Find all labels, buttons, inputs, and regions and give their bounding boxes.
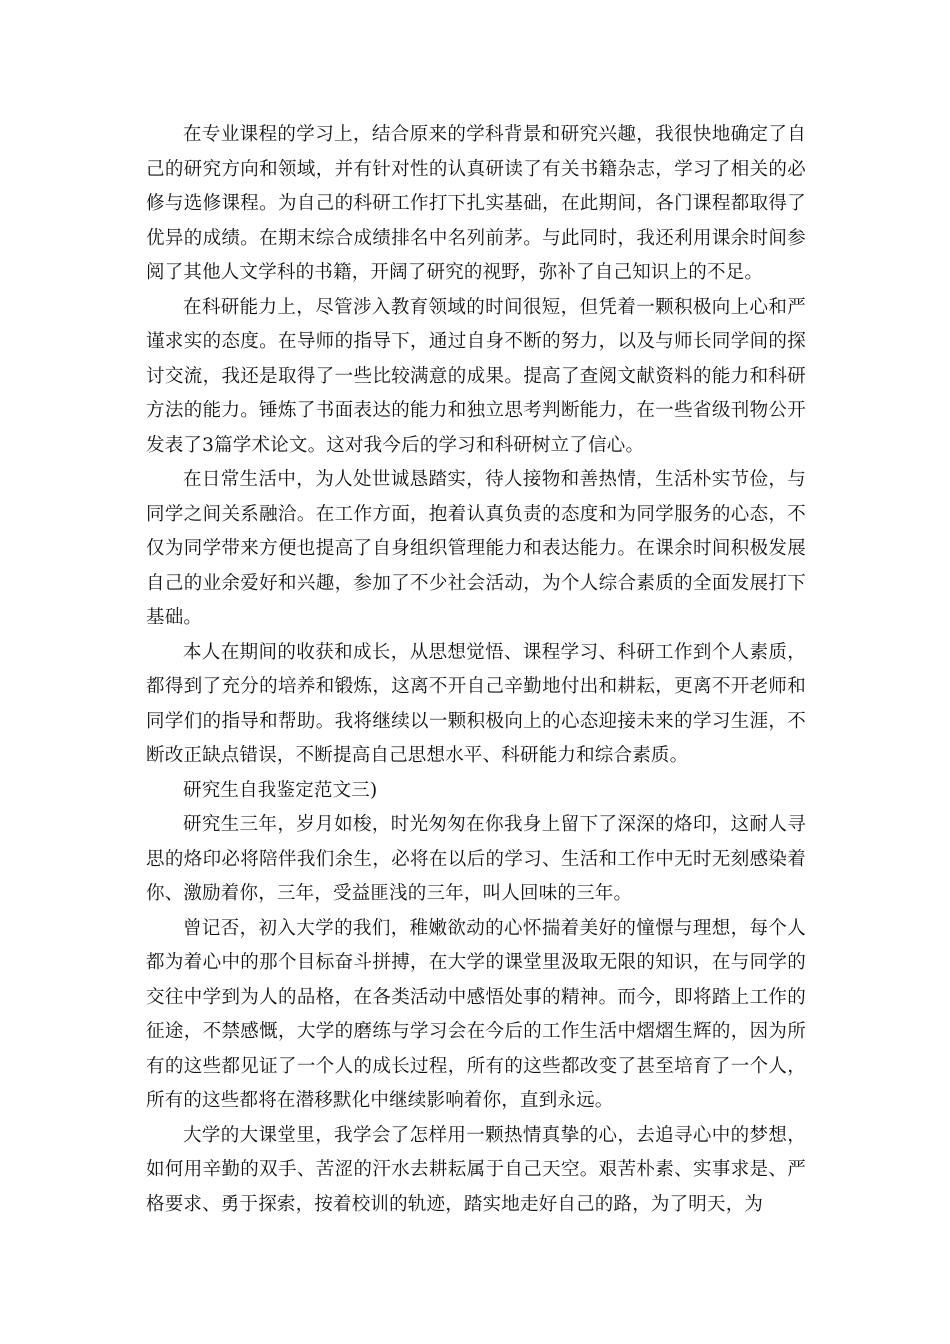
document-body bbox=[146, 118, 806, 1222]
paragraph-classroom: 大学的大课堂里，我学会了怎样用一颗热情真挚的心，去追寻心中的梦想，如何用辛勤的双手、苦涩的汗水去耕耘属于自己天空。艰苦朴素、实事求是、严格要求、勇于探索，按着校训的轨迹，踏实地走好自己的路，为了明天，为 bbox=[146, 1124, 806, 1215]
paragraph-three-years: 研究生三年，岁月如梭，时光匆匆在你我身上留下了深深的烙印，这耐人寻思的烙印必将陪伴我们余生，必将在以后的学习、生活和工作中无时无刻感染着你、激励着你，三年，受益匪浅的三年，叫人回味的三年。 bbox=[146, 814, 806, 904]
paragraph-summary: 本人在期间的收获和成长，从思想觉悟、课程学习、科研工作到个人素质，都得到了充分的培养和锻炼，这离不开自己辛勤地付出和耕耘，更离不开老师和同学们的指导和帮助。我将继续以一颗积极向上的心态迎接未来的学习生涯，不断改正缺点错误，不断提高自己思想水平、科研能力和综合素质。 bbox=[146, 641, 806, 766]
paragraph-daily-life: 在日常生活中，为人处世诚恳踏实，待人接物和善热情，生活朴实节俭，与同学之间关系融洽。在工作方面，抱着认真负责的态度和为同学服务的心态，不仅为同学带来方便也提高了自身组织管理能力和表达能力。在课余时间积极发展自己的业余爱好和兴趣，参加了不少社会活动，为个人综合素质的全面发展打下基础。 bbox=[146, 469, 806, 628]
section-heading: 研究生自我鉴定范文三) bbox=[183, 779, 378, 801]
paragraph-memories: 曾记否，初入大学的我们，稚嫩欲动的心怀揣着美好的憧憬与理想，每个人都为着心中的那个目标奋斗拼搏，在大学的课堂里汲取无限的知识，在与同学的交往中学到为人的品格，在各类活动中感悟处事的精神。而今，即将踏上工作的征途，不禁感慨，大学的磨练与学习会在今后的工作生活中熠熠生辉的，因为所有的这些都见证了一个人的成长过程，所有的这些都改变了甚至培育了一个人，所有的这些都将在潜移默化中继续影响着你，直到永远。 bbox=[146, 917, 806, 1111]
paragraph-coursework: 在专业课程的学习上，结合原来的学科背景和研究兴趣，我很快地确定了自己的研究方向和领域，并有针对性的认真研读了有关书籍杂志，学习了相关的必修与选修课程。为自己的科研工作打下扎实基础，在此期间，各门课程都取得了优异的成绩。在期末综合成绩排名中名列前茅。与此同时，我还利用课余时间参阅了其他人文学科的书籍，开阔了研究的视野，弥补了自己知识上的不足。 bbox=[146, 124, 806, 283]
paragraph-research-ability: 在科研能力上，尽管涉入教育领域的时间很短，但凭着一颗积极向上心和严谨求实的态度。在导师的指导下，通过自身不断的努力，以及与师长同学间的探讨交流，我还是取得了一些比较满意的成果。提高了查阅文献资料的能力和科研方法的能力。锤炼了书面表达的能力和独立思考判断能力，在一些省级刊物公开发表了3篇学术论文。这对我今后的学习和科研树立了信心。 bbox=[146, 296, 806, 456]
